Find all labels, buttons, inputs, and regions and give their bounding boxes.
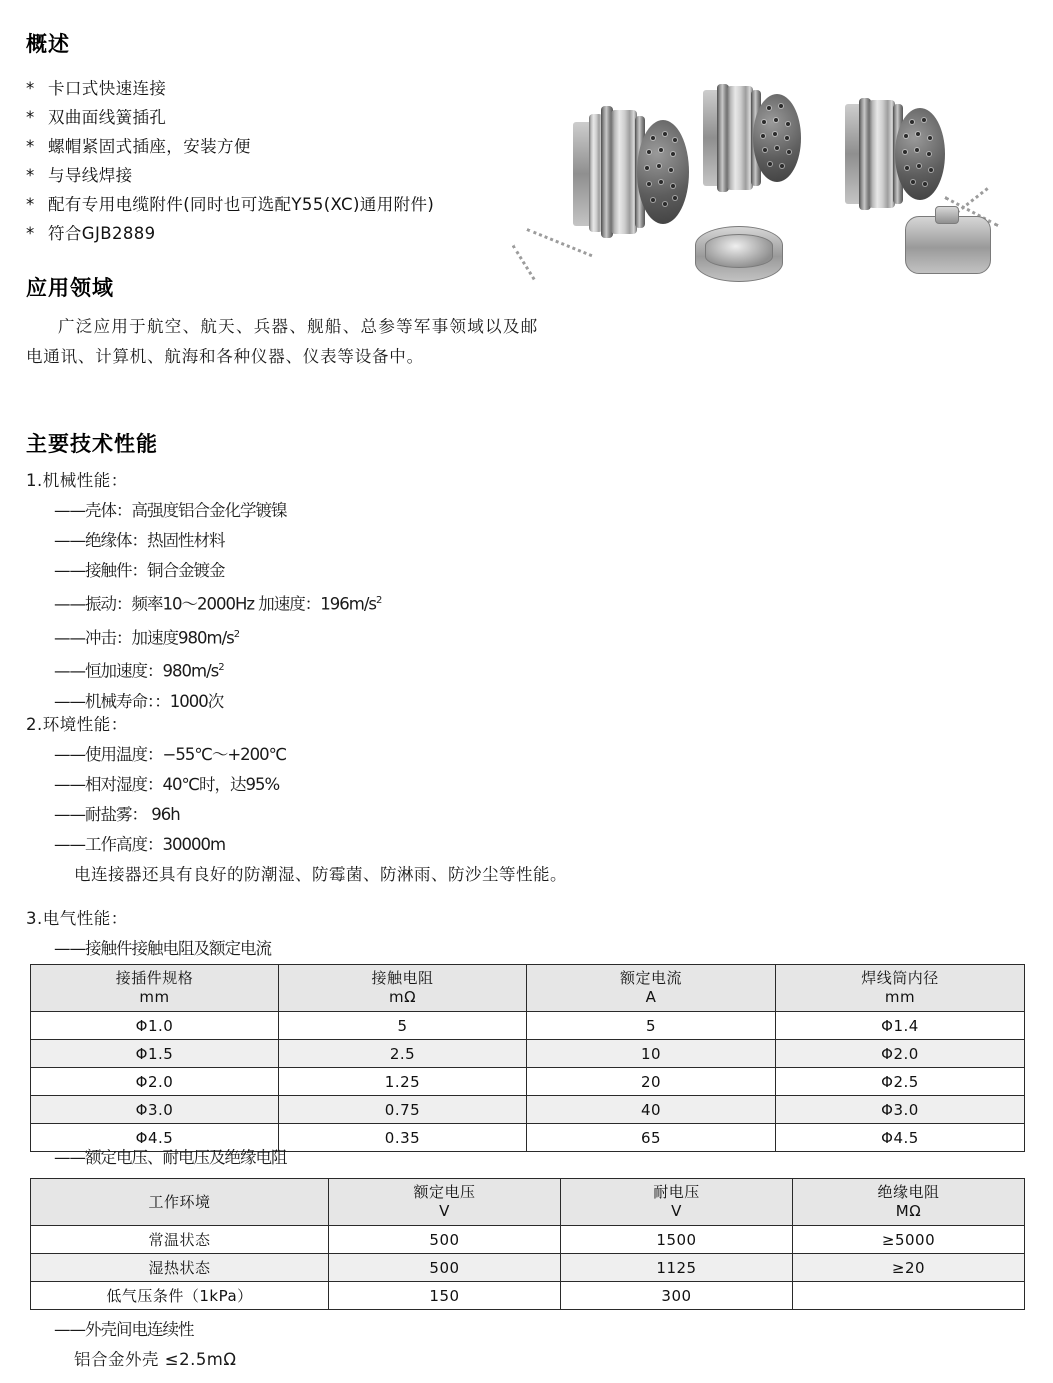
table-cell: 低气压条件（1kPa） — [31, 1282, 329, 1310]
list-item — [26, 74, 546, 103]
bullet-asterisk: * — [26, 224, 35, 243]
table-cell: 500 — [329, 1226, 561, 1254]
application-body: 广泛应用于航空、航天、兵器、舰船、总参等军事领域以及邮电通讯、计算机、航海和各种仪器、仪表等设备中。 — [26, 317, 538, 366]
bullet-text: 双曲面线簧插孔 — [48, 108, 167, 127]
bullet-text: 符合GJB2889 — [48, 224, 156, 243]
spec-item: ——使用温度：−55℃～+200℃ — [54, 745, 287, 764]
table-row — [31, 1096, 1025, 1124]
electrical-subheading-contact: ——接触件接触电阻及额定电流 — [54, 939, 271, 958]
spec-item-vibration — [26, 586, 1026, 620]
environment-spec-block — [26, 710, 1026, 890]
table-header-row — [31, 965, 1025, 1012]
table-header-cell — [793, 1179, 1025, 1226]
header-line2: mm — [884, 988, 916, 1006]
environment-heading: 2.环境性能： — [26, 715, 128, 734]
header-line1: 焊线筒内径 — [861, 969, 939, 987]
table-header-cell — [561, 1179, 793, 1226]
unit-exponent: 2 — [218, 662, 224, 673]
header-line2: A — [645, 988, 657, 1006]
list-item — [26, 190, 546, 219]
overview-heading: 概述 — [26, 32, 70, 56]
table-cell: Φ1.5 — [31, 1040, 279, 1068]
cap-chain — [512, 245, 536, 281]
table-cell: 10 — [527, 1040, 776, 1068]
connector-shell — [869, 100, 895, 208]
connector-product-photo — [505, 76, 1035, 306]
bullet-text: 螺帽紧固式插座，安装方便 — [48, 137, 251, 156]
table-cell: 500 — [329, 1254, 561, 1282]
cap-knob — [935, 206, 959, 224]
table-cell: 20 — [527, 1068, 776, 1096]
table-cell: 150 — [329, 1282, 561, 1310]
header-line1: 耐电压 — [653, 1183, 700, 1201]
voltage-resistance-table-wrap — [30, 1178, 1024, 1310]
environment-note: 电连接器还具有良好的防潮湿、防霉菌、防淋雨、防沙尘等性能。 — [74, 865, 567, 884]
overview-bullet-list — [26, 74, 546, 248]
bullet-text: 配有专用电缆附件(同时也可选配Y55(XC)通用附件) — [48, 195, 435, 214]
table-cell: 1500 — [561, 1226, 793, 1254]
table-header-cell — [329, 1179, 561, 1226]
bullet-asterisk: * — [26, 137, 35, 156]
mechanical-spec-block — [26, 466, 1026, 717]
header-line2: V — [439, 1202, 450, 1220]
spec-item: ——接触件：铜合金镀金 — [54, 561, 225, 580]
shell-continuity-block — [26, 1315, 237, 1375]
electrical-heading: 3.电气性能： — [26, 909, 128, 928]
table-cell: Φ2.0 — [31, 1068, 279, 1096]
table-cell: Φ1.4 — [776, 1012, 1025, 1040]
table-row — [31, 1040, 1025, 1068]
header-line2: MΩ — [895, 1202, 922, 1220]
header-line1: 绝缘电阻 — [877, 1183, 940, 1201]
bullet-asterisk: * — [26, 166, 35, 185]
spec-item: ——机械寿命：：1000次 — [54, 691, 224, 711]
table-header-cell — [279, 965, 527, 1012]
connector-insert — [895, 108, 945, 200]
table-row — [31, 1282, 1025, 1310]
header-line2: mΩ — [388, 988, 417, 1006]
spec-item-text: ——恒加速度：980m/s — [54, 661, 219, 681]
header-line1: 额定电流 — [619, 969, 682, 987]
list-item — [26, 132, 546, 161]
bullet-asterisk: * — [26, 195, 35, 214]
electrical-spec-block — [26, 904, 1026, 964]
header-line2: mm — [139, 988, 170, 1006]
cap-chain — [526, 228, 592, 257]
table-cell: 2.5 — [279, 1040, 527, 1068]
spec-item-text: ——冲击：加速度980m/s — [54, 628, 234, 647]
table-cell: 1.25 — [279, 1068, 527, 1096]
protective-cap — [905, 216, 991, 274]
table-row — [31, 1012, 1025, 1040]
table-cell: 常温状态 — [31, 1226, 329, 1254]
voltage-resistance-table — [30, 1178, 1025, 1310]
connector-insert — [753, 94, 801, 182]
table-header-cell — [31, 965, 279, 1012]
contact-resistance-table-wrap — [30, 964, 1024, 1152]
table-header-row — [31, 1179, 1025, 1226]
protective-cap-inner — [705, 234, 773, 268]
table-cell: 1125 — [561, 1254, 793, 1282]
table-cell: Φ2.5 — [776, 1068, 1025, 1096]
header-line1: 接插件规格 — [115, 969, 194, 987]
connector-shell — [727, 86, 753, 190]
spec-item: ——壳体：高强度铝合金化学镀镍 — [54, 501, 287, 520]
connector-shell — [611, 110, 637, 234]
spec-item: ——工作高度：30000m — [54, 835, 226, 854]
table-row — [31, 1068, 1025, 1096]
list-item — [26, 103, 546, 132]
table-header-cell — [31, 1179, 329, 1226]
contact-resistance-table — [30, 964, 1025, 1152]
spec-item-shock — [26, 620, 1026, 654]
bullet-text: 卡口式快速连接 — [48, 79, 167, 98]
table-header-cell — [776, 965, 1025, 1012]
unit-exponent: 2 — [233, 628, 240, 640]
table-cell: 40 — [527, 1096, 776, 1124]
header-line1: 工作环境 — [148, 1192, 211, 1211]
table-cell: 5 — [279, 1012, 527, 1040]
bullet-asterisk: * — [26, 108, 35, 127]
table-cell: Φ2.0 — [776, 1040, 1025, 1068]
table-cell: Φ3.0 — [31, 1096, 279, 1124]
spec-item: ——绝缘体：热固性材料 — [54, 531, 225, 550]
table-cell: 0.75 — [279, 1096, 527, 1124]
spec-item-acceleration — [26, 653, 1026, 687]
spec-item: ——相对湿度：40℃时，达95% — [54, 775, 280, 794]
table-cell: 5 — [527, 1012, 776, 1040]
list-item — [26, 161, 546, 190]
table-cell: 0.35 — [279, 1124, 527, 1152]
table-cell: 65 — [527, 1124, 776, 1152]
table-cell: Φ3.0 — [776, 1096, 1025, 1124]
list-item — [26, 219, 546, 248]
table-row — [31, 1226, 1025, 1254]
unit-exponent: 2 — [376, 595, 382, 606]
table-cell: 300 — [561, 1282, 793, 1310]
specs-heading: 主要技术性能 — [26, 432, 158, 456]
mechanical-heading: 1.机械性能： — [26, 471, 128, 490]
bullet-asterisk: * — [26, 79, 35, 98]
spec-item-text: ——振动：频率10～2000Hz 加速度：196m/s — [54, 594, 377, 614]
table-cell: ≥5000 — [793, 1226, 1025, 1254]
application-heading: 应用领域 — [26, 276, 114, 300]
spec-item: ——耐盐雾： 96h — [54, 805, 180, 824]
continuity-note: 铝合金外壳 ≤2.5mΩ — [74, 1350, 237, 1369]
header-line2: V — [671, 1202, 682, 1220]
header-line1: 接触电阻 — [371, 969, 434, 987]
table-row — [31, 1254, 1025, 1282]
table-cell — [793, 1282, 1025, 1310]
table-cell: ≥20 — [793, 1254, 1025, 1282]
table-cell: Φ4.5 — [776, 1124, 1025, 1152]
table-cell: 湿热状态 — [31, 1254, 329, 1282]
header-line1: 额定电压 — [413, 1183, 476, 1201]
electrical-subheading-continuity: ——外壳间电连续性 — [54, 1320, 194, 1339]
connector-insert — [637, 120, 689, 224]
table-cell: Φ4.5 — [31, 1124, 279, 1152]
table-cell: Φ1.0 — [31, 1012, 279, 1040]
table-header-cell — [527, 965, 776, 1012]
electrical-subheading-voltage: ——额定电压、耐电压及绝缘电阻 — [54, 1148, 287, 1167]
bullet-text: 与导线焊接 — [48, 166, 133, 185]
